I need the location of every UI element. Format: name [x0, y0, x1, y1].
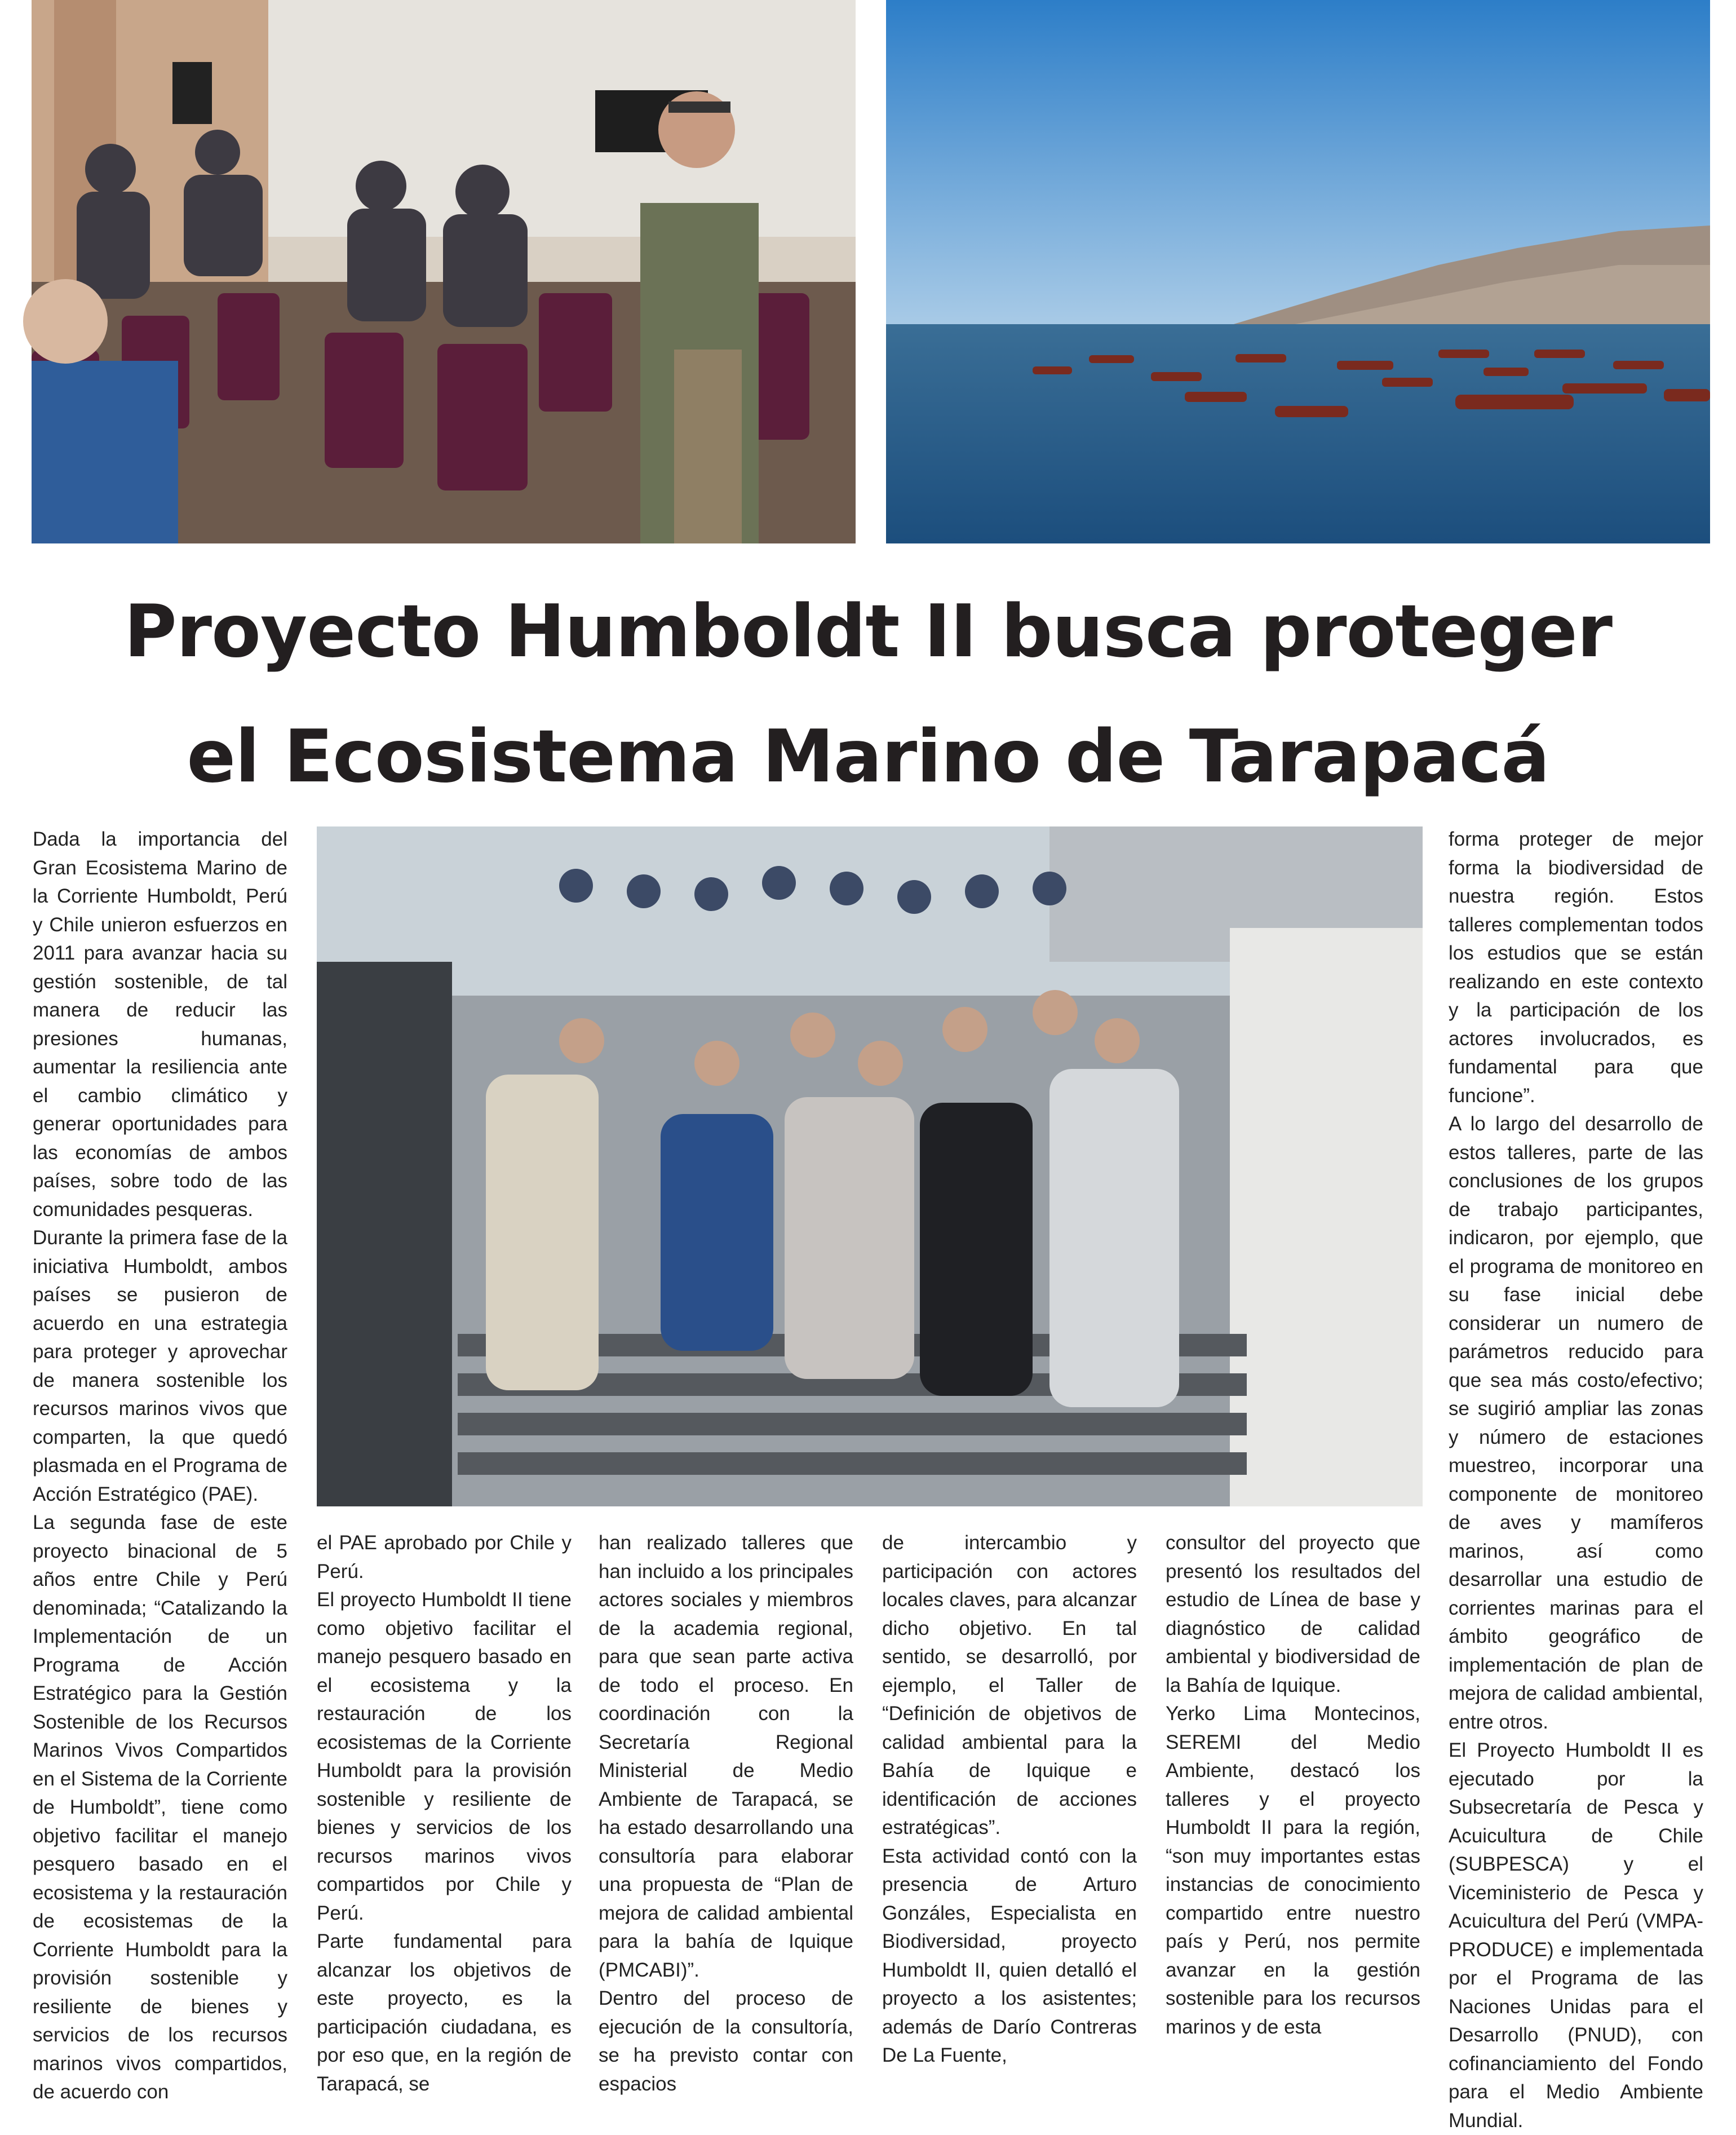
bay-photo — [886, 0, 1710, 543]
paragraph: consultor del proyecto que presentó los resultados del estudio de Línea de base y diagnóstico de calidad ambiental y biodiversidad de la Bahía de Iquique. — [1166, 1532, 1420, 1696]
bay-illustration — [886, 0, 1710, 543]
paragraph: Parte fundamental para alcanzar los objetivos de este proyecto, es la participación ciudadana, es por eso que, en la región de Tarapacá, se — [317, 1930, 572, 2095]
paragraph: Durante la primera fase de la iniciativa Humboldt, ambos países se pusieron de acuerdo en una estrategia para proteger y aprovechar de manera sostenible los recursos marinos vivos que comparten, la que quedó plasmada en el Programa de Acción Estratégico (PAE). — [33, 1227, 287, 1505]
paragraph: Dada la importancia del Gran Ecosistema Marino de la Corriente Humboldt, Perú y Chile unieron esfuerzos en 2011 para avanzar hacia su gestión sostenible, de tal manera de reducir las presiones humanas, aumentar la resiliencia ante el cambio climático y generar oportunidades para las economías de ambos países, sobre todo de las comunidades pesqueras. — [33, 828, 287, 1221]
paragraph: A lo largo del desarrollo de estos talleres, parte de las conclusiones de los grupos de trabajo participantes, indicaron, por ejemplo, que el programa de monitoreo en su fase inicial debe considerar un numero de parámetros reducido para que sea más costo/efectivo; se sugirió ampliar las zonas y número de estaciones muestreo, incorporar una componente de monitoreo de aves y mamíferos marinos, así como desarrollar una estudio de corrientes marinas para el ámbito geográfico de implementación de plan de mejora de calidad ambiental, entre otros. — [1449, 1113, 1703, 1733]
group-illustration — [317, 826, 1423, 1506]
paragraph: el PAE aprobado por Chile y Perú. — [317, 1532, 572, 1583]
paragraph: Yerko Lima Montecinos, SEREMI del Medio Ambiente, destacó los talleres y el proyecto Humboldt II para la región, “son muy importantes estas instancias de conocimiento compartido entre nuestro país y Perú, nos permite avanzar en la gestión sostenible para los recursos marinos y de esta — [1166, 1703, 1420, 2038]
paragraph: Esta actividad contó con la presencia de Arturo Gonzáles, Especialista en Biodiversidad, proyecto Humboldt II, quien detalló el proyecto a los asistentes; además de Darío Contreras De La Fuente, — [882, 1845, 1137, 2066]
text-column-6 — [1449, 825, 1703, 2132]
workshop-photo — [32, 0, 856, 543]
headline-line-2: el Ecosistema Marino de Tarapacá — [187, 715, 1549, 799]
text-column-2 — [317, 1529, 572, 2095]
headline — [34, 569, 1702, 820]
paragraph: El proyecto Humboldt II tiene como objetivo facilitar el manejo pesquero basado en el ecosistema y la restauración de los ecosistemas de la Corriente Humboldt para la provisión sostenible y resiliente de bienes y servicios de los recursos marinos vivos compartidos por Chile y Perú. — [317, 1589, 572, 1924]
text-column-4 — [882, 1529, 1137, 2066]
text-column-3 — [599, 1529, 853, 2095]
headline-line-1: Proyecto Humboldt II busca proteger — [124, 590, 1612, 674]
paragraph: La segunda fase de este proyecto binacional de 5 años entre Chile y Perú denominada; “Catalizando la Implementación de un Programa de Acción Estratégico para la Gestión Sostenible de los Recursos Marinos Vivos Compartidos en el Sistema de la Corriente de Humboldt”, tiene como objetivo facilitar el manejo pesquero basado en el ecosistema y la restauración de ecosistemas de la Corriente Humboldt para la provisión sostenible y resiliente de bienes y servicios de los recursos marinos vivos compartidos, de acuerdo con — [33, 1511, 287, 2103]
text-column-1 — [33, 825, 287, 2103]
group-photo — [317, 826, 1423, 1506]
text-column-5 — [1166, 1529, 1420, 2038]
paragraph: Dentro del proceso de ejecución de la consultoría, se ha previsto contar con espacios — [599, 1987, 853, 2095]
workshop-illustration — [32, 0, 856, 543]
paragraph: han realizado talleres que han incluido a los principales actores sociales y miembros de la academia regional, para que sean parte activa de todo el proceso. En coordinación con la Secretaría Regional Ministerial de Medio Ambiente de Tarapacá, se ha estado desarrollando una consultoría para elaborar una propuesta de “Plan de mejora de calidad ambiental para la bahía de Iquique (PMCABI)”. — [599, 1532, 853, 1981]
paragraph: forma proteger de mejor forma la biodiversidad de nuestra región. Estos talleres complementan todos los estudios que se están realizando en este contexto y la participación de los actores involucrados, es fundamental para que funcione”. — [1449, 828, 1703, 1107]
paragraph: de intercambio y participación con actores locales claves, para alcanzar dicho objetivo. En tal sentido, se desarrolló, por ejemplo, el Taller de “Definición de objetivos de calidad ambiental para la Bahía de Iquique e identificación de acciones estratégicas”. — [882, 1532, 1137, 1838]
paragraph: El Proyecto Humboldt II es ejecutado por la Subsecretaría de Pesca y Acuicultura de Chile (SUBPESCA) y el Viceministerio de Pesca y Acuicultura del Perú (VMPA-PRODUCE) e implementada por el Programa de las Naciones Unidas para el Desarrollo (PNUD), con cofinanciamiento del Fondo para el Medio Ambiente Mundial. — [1449, 1739, 1703, 2132]
